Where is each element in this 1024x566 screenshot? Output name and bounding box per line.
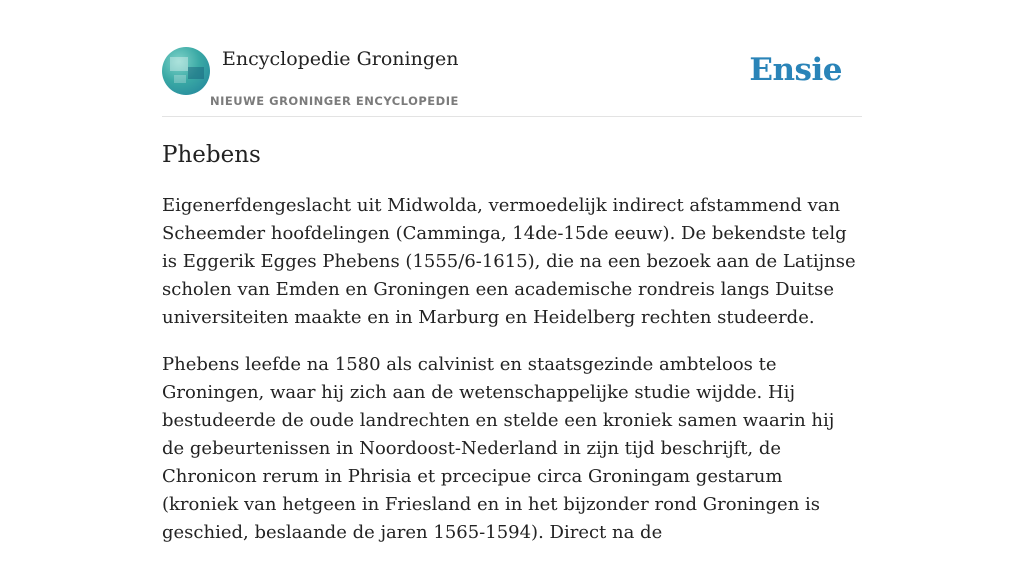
article-paragraph: Eigenerfdengeslacht uit Midwolda, vermoedelijk indirect afstammend van Scheemder hoofdelingen (Camminga, 14de-15de eeuw). De bekendste telg is Eggerik Egges Phebens (1555/6-1615), die na een bezoek aan de Latijnse scholen van Emden en Groningen een academische rondreis langs Duitse universiteiten maakte en in Marburg en Heidelberg rechten studeerde.: [162, 195, 856, 328]
page-container: [162, 0, 862, 543]
logo-block-decoration: [188, 67, 204, 79]
ensie-brand-link[interactable]: Ensie: [749, 52, 842, 88]
logo-block-decoration: [174, 75, 186, 83]
site-subtitle: NIEUWE GRONINGER ENCYCLOPEDIE: [210, 94, 459, 108]
article-body: [162, 192, 862, 566]
page-title: Phebens: [162, 142, 261, 168]
site-header: [162, 0, 862, 117]
logo-block-decoration: [170, 57, 188, 71]
article-paragraph: Phebens leefde na 1580 als calvinist en staatsgezinde ambteloos te Groningen, waar hij zich aan de wetenschappelijke studie wijdde. Hij bestudeerde de oude landrechten en stelde een kroniek samen waarin hij de gebeurtenissen in Noordoost-Nederland in zijn tijd beschrijft, de Chronicon rerum in Phrisia et prcecipue circa Groningam gestarum (kroniek van hetgeen in Friesland en in het bijzonder rond Groningen is geschied, beslaande de jaren 1565-1594). Direct na de: [162, 354, 835, 543]
circular-teal-logo-icon[interactable]: [162, 47, 210, 95]
site-title-link[interactable]: Encyclopedie Groningen: [222, 48, 459, 70]
